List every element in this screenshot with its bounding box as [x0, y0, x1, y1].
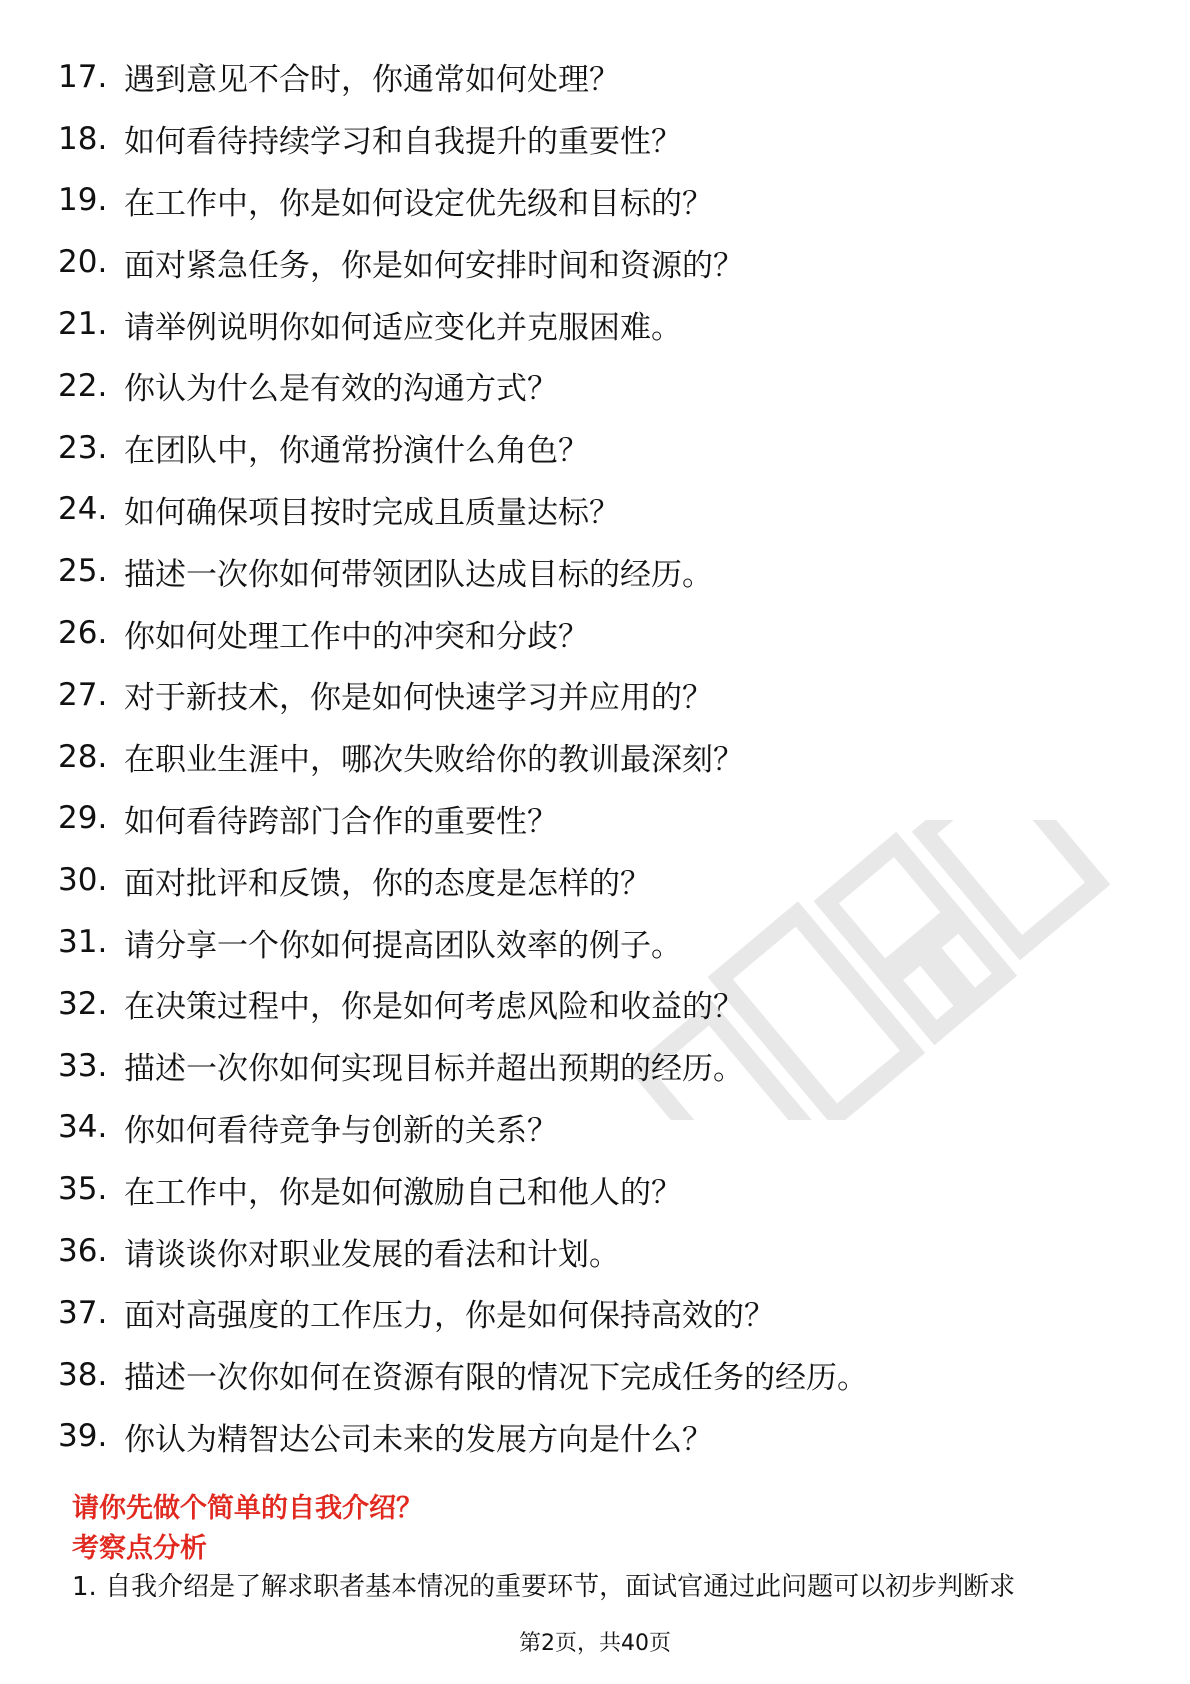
question-text: 对于新技术，你是如何快速学习并应用的？: [124, 680, 713, 717]
list-item: [58, 788, 868, 850]
question-number: 19.: [58, 182, 108, 219]
question-text: 在工作中，你是如何激励自己和他人的？: [124, 1174, 682, 1211]
question-number: 34.: [58, 1109, 108, 1146]
question-text: 你如何处理工作中的冲突和分歧？: [124, 618, 589, 655]
question-heading: 请你先做个简单的自我介绍？: [72, 1493, 423, 1524]
list-item: [58, 540, 868, 602]
question-number: 31.: [58, 924, 108, 961]
question-number: 24.: [58, 491, 108, 528]
question-number: 33.: [58, 1047, 108, 1084]
analysis-paragraph: 1. 自我介绍是了解求职者基本情况的重要环节，面试官通过此问题可以初步判断求: [72, 1572, 1016, 1602]
list-item: [58, 726, 868, 788]
list-item: [58, 293, 868, 355]
question-number: 32.: [58, 985, 108, 1022]
analysis-heading: 考察点分析: [72, 1533, 207, 1564]
question-text: 你认为什么是有效的沟通方式？: [124, 371, 558, 408]
list-item: [58, 1406, 868, 1468]
question-text: 面对高强度的工作压力，你是如何保持高效的？: [124, 1298, 775, 1335]
list-item: [58, 849, 868, 911]
question-number: 22.: [58, 367, 108, 404]
question-text: 在工作中，你是如何设定优先级和目标的？: [124, 185, 713, 222]
list-item: [58, 355, 868, 417]
list-item: [58, 911, 868, 973]
question-text: 面对批评和反馈，你的态度是怎样的？: [124, 865, 651, 902]
question-number: 29.: [58, 800, 108, 837]
question-number: 30.: [58, 862, 108, 899]
list-item: [58, 1158, 868, 1220]
question-list: [58, 46, 868, 1467]
list-item: [58, 602, 868, 664]
question-number: 18.: [58, 120, 108, 157]
list-item: [58, 46, 868, 108]
question-text: 在决策过程中，你是如何考虑风险和收益的？: [124, 989, 744, 1026]
list-item: [58, 664, 868, 726]
question-text: 你认为精智达公司未来的发展方向是什么？: [124, 1421, 713, 1458]
question-text: 在团队中，你通常扮演什么角色？: [124, 433, 589, 470]
question-number: 35.: [58, 1171, 108, 1208]
question-number: 28.: [58, 738, 108, 775]
question-number: 39.: [58, 1418, 108, 1455]
list-item: [58, 479, 868, 541]
list-item: [58, 417, 868, 479]
question-text: 面对紧急任务，你是如何安排时间和资源的？: [124, 247, 744, 284]
question-number: 25.: [58, 553, 108, 590]
list-item: [58, 1097, 868, 1159]
question-text: 你如何看待竞争与创新的关系？: [124, 1112, 558, 1149]
question-text: 描述一次你如何在资源有限的情况下完成任务的经历。: [124, 1360, 868, 1397]
question-text: 请分享一个你如何提高团队效率的例子。: [124, 927, 682, 964]
question-text: 描述一次你如何带领团队达成目标的经历。: [124, 556, 713, 593]
list-item: [58, 170, 868, 232]
list-item: [58, 973, 868, 1035]
question-number: 26.: [58, 615, 108, 652]
question-number: 20.: [58, 244, 108, 281]
question-text: 如何确保项目按时完成且质量达标？: [124, 494, 620, 531]
question-text: 请谈谈你对职业发展的看法和计划。: [124, 1236, 620, 1273]
question-text: 在职业生涯中，哪次失败给你的教训最深刻？: [124, 742, 744, 779]
question-number: 27.: [58, 676, 108, 713]
list-item: [58, 108, 868, 170]
question-text: 如何看待持续学习和自我提升的重要性？: [124, 124, 682, 161]
list-item: [58, 1035, 868, 1097]
question-number: 37.: [58, 1294, 108, 1331]
question-number: 38.: [58, 1356, 108, 1393]
question-text: 遇到意见不合时，你通常如何处理？: [124, 62, 620, 99]
question-number: 17.: [58, 58, 108, 95]
question-number: 21.: [58, 306, 108, 343]
question-text: 如何看待跨部门合作的重要性？: [124, 803, 558, 840]
list-item: [58, 1344, 868, 1406]
list-item: [58, 1282, 868, 1344]
question-text: 请举例说明你如何适应变化并克服困难。: [124, 309, 682, 346]
page-footer: 第2页，共40页: [519, 1631, 671, 1656]
question-text: 描述一次你如何实现目标并超出预期的经历。: [124, 1051, 744, 1088]
question-number: 23.: [58, 429, 108, 466]
question-number: 36.: [58, 1233, 108, 1270]
list-item: [58, 1220, 868, 1282]
list-item: [58, 231, 868, 293]
